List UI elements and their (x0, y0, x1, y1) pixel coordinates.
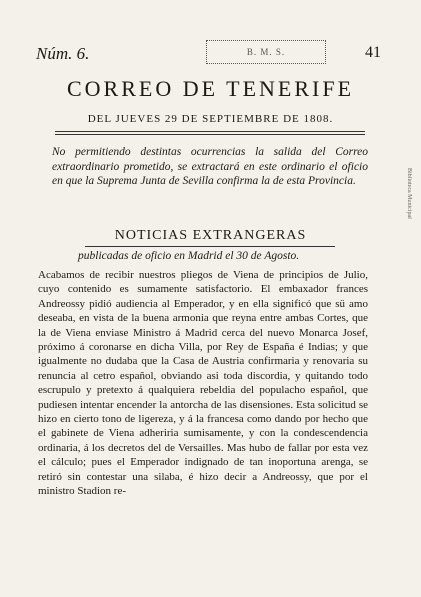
issue-date: DEL JUEVES 29 DE SEPTIEMBRE DE 1808. (87, 113, 334, 125)
editorial-notice: No permitiendo destintas ocurrencias la salida del Correo extraordinario prometido, se extractará en este ordinario el oficio en que la Suprema Junta de Sevilla confirma la de esta Provincia. (52, 146, 368, 187)
header-row (36, 40, 381, 70)
masthead-rule-double (55, 134, 365, 135)
library-stamp: B. M. S. (206, 40, 326, 64)
masthead-rule (55, 131, 365, 132)
section-subtitle: publicadas de oficio en Madrid el 30 de Agosto. (78, 250, 300, 262)
section-rule (85, 246, 335, 247)
section-title: NOTICIAS EXTRANGERAS (114, 228, 307, 243)
page-number: 41 (365, 44, 381, 61)
margin-stamp: Biblioteca Municipal (406, 168, 412, 219)
article-body: Acabamos de recibir nuestros pliegos de Viena de principios de Julio, cuyo contenido es sumamente satisfactorio. El embaxador frances Andreossy pidió audiencia al Emperador, y en ella significó que sü amo deseaba, en vista de la buena armonia que reyna entre ambas Cortes, que la de Viena enviase Ministro á Madrid cerca del nuevo Monarca Josef, próximo á coronarse en dicha Villa, por Rey de España é Indias; y que igualmente no dudaba que la Casa de Austria confirmaria y renovaria su renuncia al cetro español, obviando asi toda discordia, y quitando todo escrupulo y pretexto á qualquiera rebeldia del populacho español, que pudiesen intentar encender la antorcha de las disensiones. Esta solicitud se hizo en cierto tono de ligereza, y á la francesa como dando por hecho que el gabinete de Viena adheriria sumisamente, y con la condescendencia ordinaria, á los decretos del de Versailles. Mas hubo de fallar por esta vez el cálculo; pues el Emperador indignado de tan inoportuna arenga, se retiró sin contestar una silaba, é hizo decir a Andreossy, que por el ministro Stadion re- (38, 269, 368, 498)
masthead-title: CORREO DE TENERIFE (66, 76, 355, 101)
issue-number: Núm. 6. (36, 44, 90, 63)
